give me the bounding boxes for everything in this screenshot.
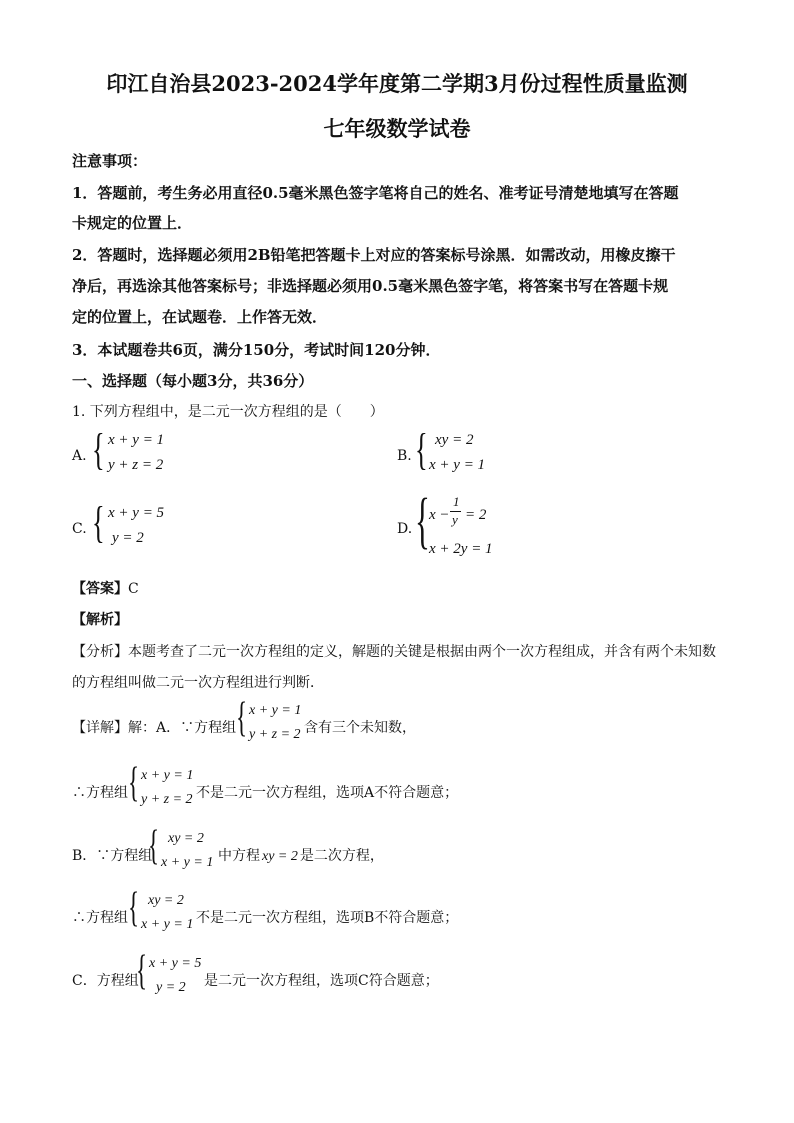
- option-c-label: C.: [72, 521, 87, 537]
- fraction-numerator: 1: [453, 494, 460, 509]
- notes-heading: 注意事项：: [72, 152, 148, 170]
- section-heading: 一、选择题（每小题3分，共36分）: [72, 372, 314, 390]
- brace-icon: {: [128, 885, 140, 931]
- detail-4-prefix: ∴方程组: [72, 910, 128, 926]
- detail-1-suffix: 含有三个未知数，: [304, 720, 416, 736]
- equation: x + y = 5: [108, 505, 165, 521]
- answer-value: C: [128, 581, 139, 597]
- analysis-tag: 【解析】: [72, 612, 128, 628]
- analysis-line-1: 【分析】本题考查了二元一次方程组的定义，解题的关键是根据由两个一次方程组成，并含有两个未知数: [72, 644, 716, 660]
- equation-part: = 2: [465, 507, 487, 523]
- brace-icon: {: [128, 760, 140, 806]
- equation-part: x −: [429, 507, 450, 523]
- detail-3-mid: [218, 845, 384, 865]
- option-a-label: A.: [72, 448, 87, 464]
- answer-line: [72, 578, 139, 598]
- question-1-stem: 1. 下列方程组中，是二元一次方程组的是（ ）: [72, 404, 384, 420]
- brace-icon: {: [148, 823, 160, 869]
- detail-2-system: [128, 760, 198, 815]
- brace-icon: {: [415, 425, 428, 474]
- option-b-system: [415, 425, 495, 480]
- detail-4-system: [128, 885, 198, 940]
- brace-icon: {: [236, 695, 248, 741]
- detail-4-suffix: 不是二元一次方程组，选项B不符合题意；: [196, 910, 459, 926]
- equation: x + y = 1: [161, 855, 214, 870]
- detail-2-prefix: ∴方程组: [72, 785, 128, 801]
- equation: y + z = 2: [108, 457, 164, 473]
- equation: x + y = 1: [429, 457, 486, 473]
- detail-3-system: [148, 823, 218, 878]
- equation: x + y = 5: [149, 956, 202, 971]
- detail-3-prefix: B．∵方程组: [72, 848, 153, 864]
- equation: x + y = 1: [249, 703, 302, 718]
- fraction-denominator: y: [452, 512, 458, 527]
- note-2a: 2．答题时，选择题必须用2B铅笔把答题卡上对应的答案标号涂黑．如需改动，用橡皮擦干: [72, 246, 676, 264]
- option-a-system: [92, 425, 172, 480]
- exam-title: 印江自治县2023-2024学年度第二学期3月份过程性质量监测: [106, 71, 688, 96]
- note-1b: 卡规定的位置上．: [72, 214, 193, 232]
- detail-1-prefix: 【详解】解：A．∵方程组: [72, 720, 237, 736]
- option-d-system: [415, 487, 505, 564]
- equation: xy = 2: [168, 831, 204, 846]
- detail-2-suffix: 不是二元一次方程组，选项A不符合题意；: [196, 785, 459, 801]
- analysis-line-2: 的方程组叫做二元一次方程组进行判断．: [72, 675, 324, 691]
- brace-icon: {: [415, 487, 430, 555]
- detail-5-system: [136, 948, 206, 1003]
- note-2b: 净后，再选涂其他答案标号；非选择题必须用0.5毫米黑色签字笔，将答案书写在答题卡规: [72, 277, 669, 295]
- exam-subtitle: 七年级数学试卷: [323, 116, 471, 141]
- equation: y = 2: [112, 530, 144, 546]
- equation: x + y = 1: [141, 917, 194, 932]
- equation: x + 2y = 1: [429, 541, 493, 557]
- equation: y + z = 2: [249, 727, 301, 742]
- brace-icon: {: [92, 498, 105, 547]
- option-b-label: B.: [397, 448, 412, 464]
- detail-1-system: [236, 695, 306, 750]
- answer-tag: 【答案】: [72, 581, 128, 597]
- note-2c: 定的位置上，在试题卷．上作答无效．: [72, 308, 328, 326]
- equation: x + y = 1: [108, 432, 165, 448]
- equation: xy = 2: [148, 893, 184, 908]
- equation: x + y = 1: [141, 768, 194, 783]
- detail-3-mid-text: 中方程: [218, 848, 260, 864]
- equation: xy = 2: [435, 432, 474, 448]
- note-1a: 1．答题前，考生务必用直径0.5毫米黑色签字笔将自己的姓名、准考证号清楚地填写在答题: [72, 184, 679, 202]
- note-3: 3．本试题卷共6页，满分150分，考试时间120分钟．: [72, 341, 441, 359]
- detail-3-suffix: 是二次方程，: [299, 848, 384, 864]
- detail-5-prefix: C．方程组: [72, 973, 139, 989]
- option-d-label: D.: [397, 521, 413, 537]
- option-c-system: [92, 498, 172, 553]
- detail-3-equation: xy = 2: [262, 849, 298, 864]
- equation: y = 2: [156, 980, 186, 995]
- brace-icon: {: [92, 425, 105, 474]
- equation: y + z = 2: [141, 792, 193, 807]
- detail-5-suffix: 是二元一次方程组，选项C符合题意；: [204, 973, 439, 989]
- brace-icon: {: [136, 948, 148, 994]
